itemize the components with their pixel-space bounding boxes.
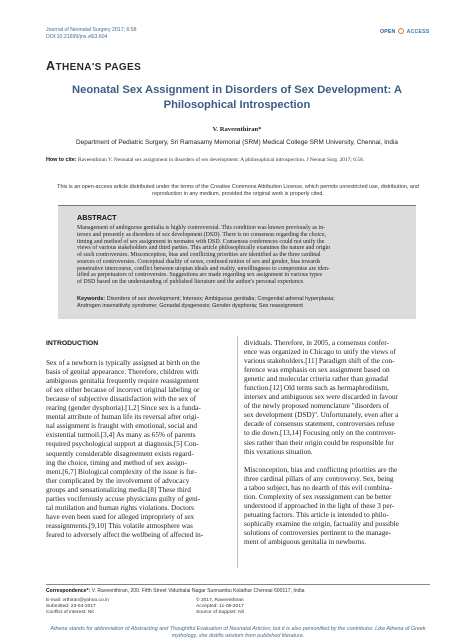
abstract-line: of DSD based on the understanding of published literature and the author's personal experience. <box>77 279 305 285</box>
body-text-line: ference was emphasis on sex assignment based on <box>244 366 390 375</box>
conflict-of-interest: Conflict of interest: Nil <box>46 610 94 616</box>
body-text-line: dividuals. Therefore, in 2005, a consensus confer- <box>244 339 389 347</box>
section-label <box>46 59 141 73</box>
body-text-line: sex development (DSD)". Unfortunately, even after a <box>244 411 399 420</box>
keywords <box>77 296 401 310</box>
abstract-heading: ABSTRACT <box>77 213 117 222</box>
footer-rule <box>46 584 430 585</box>
how-to-cite <box>46 157 430 165</box>
submitted-date: Submitted: 23-04-2017 <box>46 604 96 610</box>
body-text-line: parties vociferously accuse physicians guilty of geni- <box>46 494 201 503</box>
body-text-line: ing the choice, timing and method of sex assign- <box>46 458 187 467</box>
body-text-line: existential turmoil.[3,4] As many as 65% of parents <box>46 431 196 440</box>
body-text-line: of sex either because of incorrect original labeling or <box>46 386 200 395</box>
body-text-line: solutions of controversies pertinent to the manage- <box>244 528 391 537</box>
journal-doi: DOI:10.21699/jns.v6i3.604 <box>46 34 108 40</box>
abstract-box <box>58 205 416 319</box>
footer-meta-left <box>46 598 109 617</box>
section-rest: THENA'S PAGES <box>55 62 142 73</box>
body-text-line: sequently considerable disagreement exists regard- <box>46 449 194 458</box>
body-text-line: ment.[6,7] Biological complexity of the issue is fur- <box>46 467 197 476</box>
body-text-line: sies rather than their origin could be responsible for <box>244 438 394 447</box>
keywords-line-1: Disorders of sex development; Intersex; Ambiguous genitalia; Congenital adrenal hyperplasia; <box>106 296 335 302</box>
right-paragraph-1 <box>244 339 430 457</box>
copyright: © 2017, Raveenthiran <box>196 598 244 603</box>
body-left-column <box>46 339 232 540</box>
author-name: V. Raveenthiran* <box>212 126 262 133</box>
abstract-line: Management of ambiguous genitalia is highly controversial. This condition was known previously as in- <box>77 225 326 231</box>
accepted-date: Accepted: 11-06-2017 <box>196 604 244 610</box>
section-initial: A <box>46 59 56 73</box>
body-text-line: feared to adversely affect the wellbeing of affected in- <box>46 530 204 539</box>
body-text-line: Sex of a newborn is typically assigned at birth on the <box>46 359 200 368</box>
body-text-line: three cardinal pillars of any controversy. Sex, being <box>244 474 394 483</box>
body-text-line: have even been sued for alleged impropriety of sex <box>46 512 195 521</box>
journal-header <box>46 27 137 41</box>
abstract-line: of such controversies. Misconception, bias and conflicting priorities are identified as the three cardinal <box>77 252 321 258</box>
body-text-line: of the newly proposed nomenclature "disorders of <box>244 402 390 411</box>
abstract-line: penetrative intercourse, conflict between utopian ideals and reality, unwillingness to compromise are iden- <box>77 265 330 272</box>
body-text-line: reassignments.[9,10] This volatile atmosphere was <box>46 521 193 530</box>
body-text-line: function.[12] Old terms such as hermaphroditism, <box>244 384 389 393</box>
abstract-line: sources of controversies. Conceptual duality of sexes, confused notion of sex and gender, bias towards <box>77 258 321 265</box>
open-access-badge <box>380 28 429 35</box>
body-text-line: ence was organized in Chicago to unify the views of <box>244 348 396 357</box>
title-line-2: Philosophical Introspection <box>163 98 311 111</box>
article-title <box>40 83 434 112</box>
column-divider <box>237 336 238 568</box>
body-text-line: sophically examine the origin, factuality and possible <box>244 519 399 528</box>
athena-note: Athena stands for abbreviation of Abstracting and Thoughtful Evaluation of Neonatal Articles; but it is also personified by the contributor. Like Athena of Greek mythology, she distills wisdom from published literature. <box>50 626 426 640</box>
author-email: E-mail: vrthiran@yahoo.co.in <box>46 598 109 603</box>
body-text-line: because of subjective dissatisfaction with the sex of <box>46 395 196 404</box>
body-text-line: nal assignment is fraught with emotional, social and <box>46 422 198 431</box>
open-lock-icon <box>398 28 404 34</box>
author-affiliation: Department of Pediatric Surgery, Sri Ramasamy Memorial (SRM) Medical College SRM University, Chennai, India <box>76 139 398 146</box>
cite-label: How to cite: <box>46 157 77 163</box>
abstract-line: timing and method of sex assignment in neonates with DSD. Consensus conferences could not unify the <box>77 238 325 245</box>
body-text-line: groups and sensationalizing media.[8] These third <box>46 485 191 494</box>
body-text-line: ment of ambiguous genitalia in newborns. <box>244 537 367 546</box>
introduction-heading: INTRODUCTION <box>46 340 99 347</box>
body-text-line: this vexatious situation. <box>244 447 313 456</box>
body-text-line: petuating factors. This article is intended to philo- <box>244 510 389 519</box>
correspondence <box>46 588 304 594</box>
abstract-text <box>77 225 401 286</box>
keywords-label: Keywords: <box>77 296 106 302</box>
right-paragraph-2 <box>244 466 430 547</box>
journal-citation: Journal of Neonatal Surgery 2017; 6:58 <box>46 27 137 33</box>
correspondence-label: Correspondence*: <box>46 588 91 594</box>
body-text-line: a taboo subject, has no dearth of this evil combina- <box>244 483 392 492</box>
oa-access-label: ACCESS <box>406 29 430 35</box>
abstract-line: tersex and presently as disorders of sex development (DSD). There is no consensus regarding the choice, <box>77 231 327 238</box>
cite-text: Raveenthiran V. Neonatal sex assignment in disorders of sex development: A philosophical introspection. J Neonat Surg. 2017; 6:58. <box>78 157 365 163</box>
correspondence-address: V. Raveenthiran, 200. Fifth Street Viduthalai Nagar Sunnambu Kolathur Chennai 600117, India <box>91 588 305 594</box>
abstract-line: tified as perpetuators of controversies. Suggestions are made regarding sex assignment in various types <box>77 272 323 279</box>
body-text-line: tion. Complexity of sex reassignment can be better <box>244 492 392 501</box>
body-text-line: intersex and ambiguous sex were discarded in favour <box>244 393 399 402</box>
body-right-column <box>244 339 430 547</box>
body-text-line: decade of consensus statement, controversies refuse <box>244 420 395 429</box>
body-text-line: various stakeholders.[11] Paradigm shift of the con- <box>244 357 395 366</box>
body-text-line: ther complicated by the involvement of advocacy <box>46 476 190 485</box>
body-text-line: genetic and molecular criteria rather than gonadal <box>244 375 389 384</box>
body-text-line: rearing (gender dysphoria).[1,2] Since sex is a funda- <box>46 404 201 413</box>
body-text-line: tal mutilation and human rights violations. Doctors <box>46 503 195 512</box>
footer-meta-right <box>196 598 244 617</box>
license-statement: This is an open-access article distributed under the terms of the Creative Commons Attribution License, which permits unrestricted use, distribution, and reproduction in any medium, provided the original work is properly cited. <box>57 184 419 198</box>
source-of-support: Source of Support: Nil <box>196 610 244 616</box>
body-text-line: Misconception, bias and conflicting priorities are the <box>244 465 398 474</box>
title-line-1: Neonatal Sex Assignment in Disorders of Sex Development: A <box>72 84 402 96</box>
body-text-line: basis of genital appearance. Therefore, children with <box>46 368 199 377</box>
left-paragraph <box>46 359 232 540</box>
body-text-line: to die down.[13,14] Focusing only on the controver- <box>244 429 396 438</box>
abstract-line: views of various stakeholders and third parties. This article philosophically examines the nature and origin <box>77 245 330 252</box>
body-text-line: mental attribute of human life its reversal after origi- <box>46 413 199 422</box>
keywords-line-2: Androgen insensitivity syndrome; Gonadal dysgenesis; Gender dysphoria; Sex reassignment <box>77 303 303 309</box>
body-text-line: ambiguous genitalia frequently require reassignment <box>46 377 199 386</box>
oa-open-label: OPEN <box>380 29 396 35</box>
body-text-line: understood if approached in the light of these 3 per- <box>244 501 395 510</box>
body-text-line: required psychological support at diagnosis.[5] Con- <box>46 440 199 449</box>
